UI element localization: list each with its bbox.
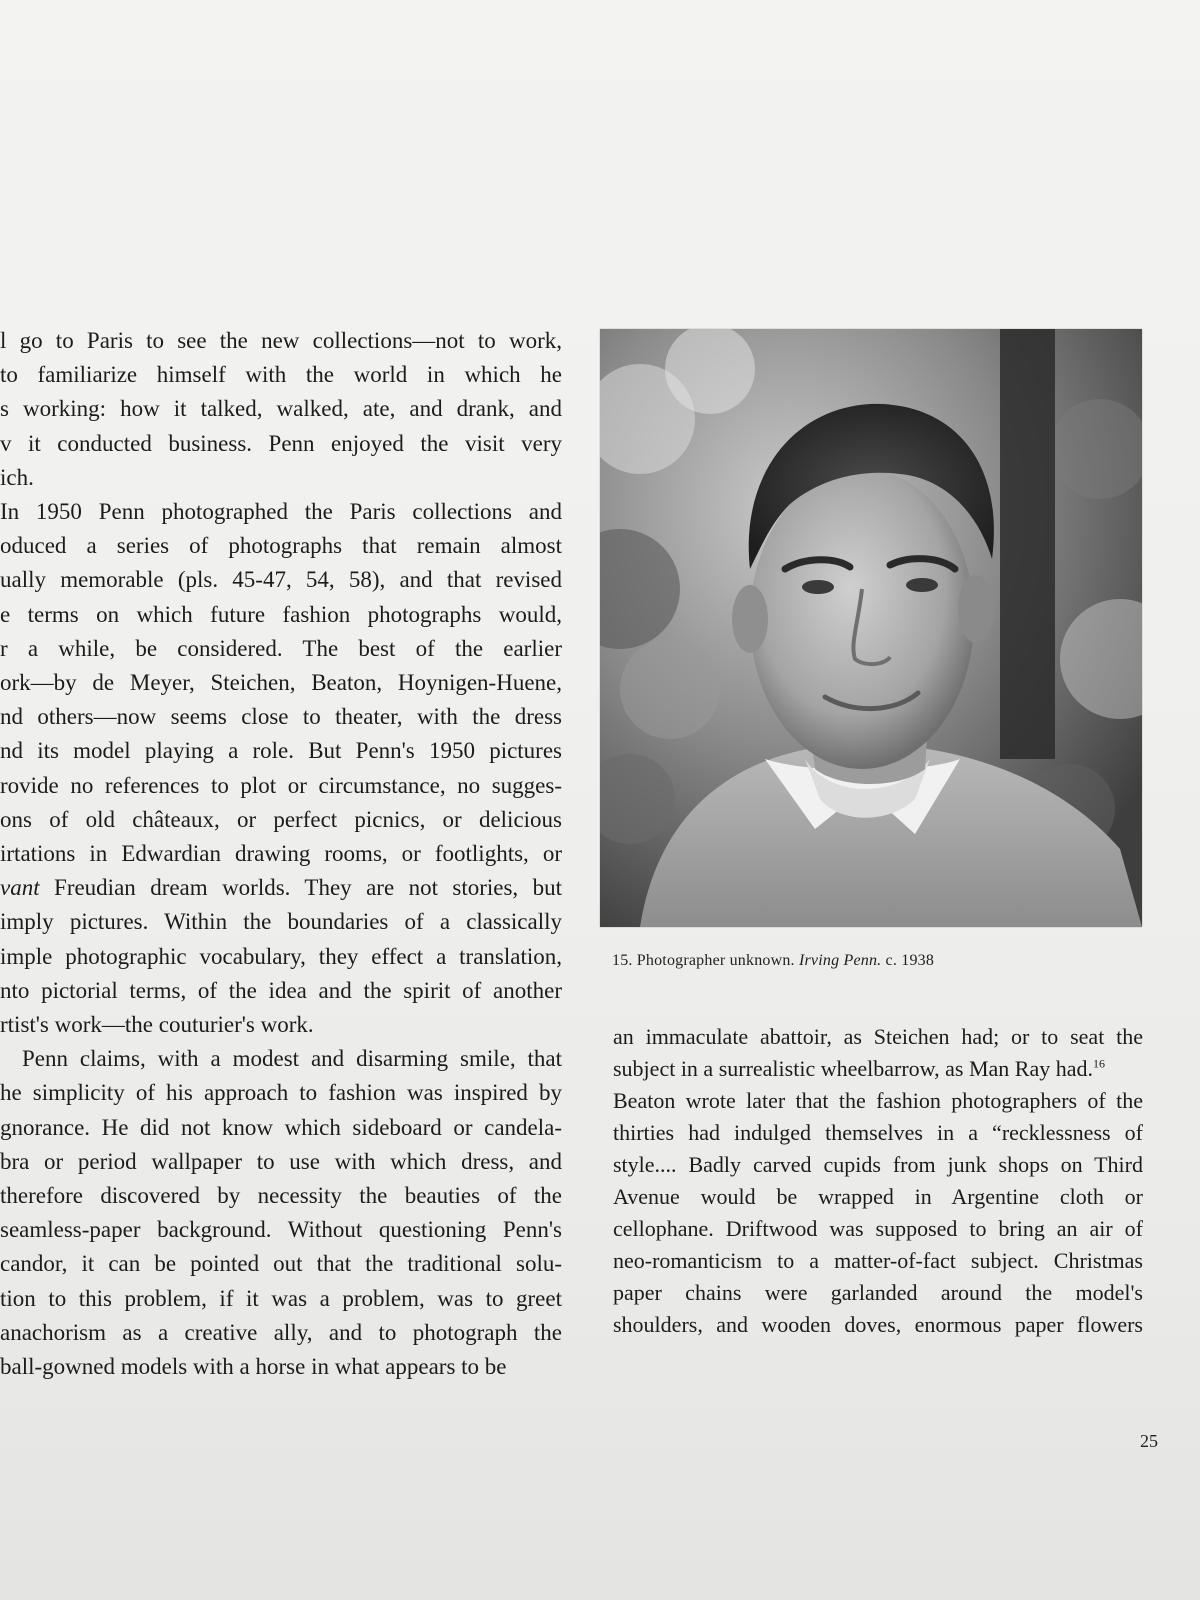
text-line: r a while, be considered. The best of the earlier bbox=[0, 635, 562, 661]
text-line: shoulders, and wooden doves, enormous paper flowers bbox=[613, 1312, 1143, 1337]
figure-caption bbox=[612, 950, 1132, 972]
text-line: rovide no references to plot or circumstance, no sugges- bbox=[0, 772, 562, 798]
text-line: to familiarize himself with the world in which he bbox=[0, 362, 562, 388]
text-line: oduced a series of photographs that remain almost bbox=[0, 533, 562, 559]
text-line: vant Freudian dream worlds. They are not stories, but bbox=[0, 875, 562, 901]
text-line: subject in a surrealistic wheelbarrow, as Man Ray had.$^{16}$ bbox=[613, 1056, 1105, 1081]
text-line: neo-romanticism to a matter-of-fact subject. Christmas bbox=[613, 1248, 1143, 1273]
text-line: s working: how it talked, walked, ate, and drank, and bbox=[0, 396, 562, 422]
text-line: anachorism as a creative ally, and to photograph the bbox=[0, 1319, 562, 1345]
text-line: candor, it can be pointed out that the traditional solu- bbox=[0, 1251, 562, 1277]
text-line: rtist's work—the couturier's work. bbox=[0, 1012, 314, 1037]
portrait-image bbox=[600, 329, 1142, 927]
text-line: he simplicity of his approach to fashion was inspired by bbox=[0, 1080, 562, 1106]
text-line: seamless-paper background. Without questioning Penn's bbox=[0, 1217, 562, 1243]
caption-prefix: 15. Photographer unknown. bbox=[612, 952, 799, 969]
right-text-column bbox=[613, 1020, 1143, 1360]
left-text-column bbox=[0, 318, 562, 1428]
text-line: paper chains were garlanded around the model's bbox=[613, 1280, 1143, 1305]
text-line: e terms on which future fashion photographs would, bbox=[0, 601, 562, 627]
caption-date: c. 1938 bbox=[881, 952, 935, 969]
text-line: ually memorable (pls. 45-47, 54, 58), and that revised bbox=[0, 567, 562, 593]
text-line: ons of old châteaux, or perfect picnics, or delicious bbox=[0, 806, 562, 832]
text-line: Beaton wrote later that the fashion photographers of the bbox=[613, 1088, 1143, 1113]
caption-title: Irving Penn. bbox=[798, 952, 882, 969]
italic-word: vant bbox=[0, 875, 40, 901]
text-line: ball-gowned models with a horse in what appears to be bbox=[0, 1354, 507, 1379]
text-line: Penn claims, with a modest and disarming smile, that bbox=[22, 1046, 562, 1072]
text-line: cellophane. Driftwood was supposed to bring an air of bbox=[613, 1216, 1143, 1241]
text-line: nd others—now seems close to theater, with the dress bbox=[0, 704, 562, 730]
text-line: tion to this problem, if it was a problem, was to greet bbox=[0, 1285, 562, 1311]
text-line: thirties had indulged themselves in a “recklessness of bbox=[613, 1120, 1143, 1145]
text-line: nto pictorial terms, of the idea and the spirit of another bbox=[0, 977, 562, 1003]
text-line: l go to Paris to see the new collections—not to work, bbox=[0, 328, 562, 353]
text-line: bra or period wallpaper to use with which dress, and bbox=[0, 1148, 562, 1174]
text-line: imply pictures. Within the boundaries of a classically bbox=[0, 909, 562, 935]
text-line: v it conducted business. Penn enjoyed the visit very bbox=[0, 430, 562, 456]
text-line: imple photographic vocabulary, they effect a translation, bbox=[0, 943, 562, 969]
text-line: therefore discovered by necessity the beauties of the bbox=[0, 1183, 562, 1208]
page-number: 25 bbox=[1140, 1431, 1158, 1451]
text-line: ork—by de Meyer, Steichen, Beaton, Hoynigen-Huene, bbox=[0, 670, 562, 695]
text-line: In 1950 Penn photographed the Paris collections and bbox=[0, 499, 562, 524]
text-line: style.... Badly carved cupids from junk shops on Third bbox=[613, 1152, 1143, 1177]
text-line: ich. bbox=[0, 464, 34, 490]
footnote-ref: 16 bbox=[1092, 1056, 1105, 1071]
text-line: nd its model playing a role. But Penn's 1950 pictures bbox=[0, 738, 562, 764]
portrait-photograph bbox=[600, 329, 1142, 927]
text-line: irtations in Edwardian drawing rooms, or footlights, or bbox=[0, 841, 562, 866]
text-line: gnorance. He did not know which sideboard or candela- bbox=[0, 1114, 562, 1140]
text-line: Avenue would be wrapped in Argentine cloth or bbox=[613, 1184, 1143, 1209]
text-line: an immaculate abattoir, as Steichen had; or to seat the bbox=[613, 1024, 1143, 1049]
